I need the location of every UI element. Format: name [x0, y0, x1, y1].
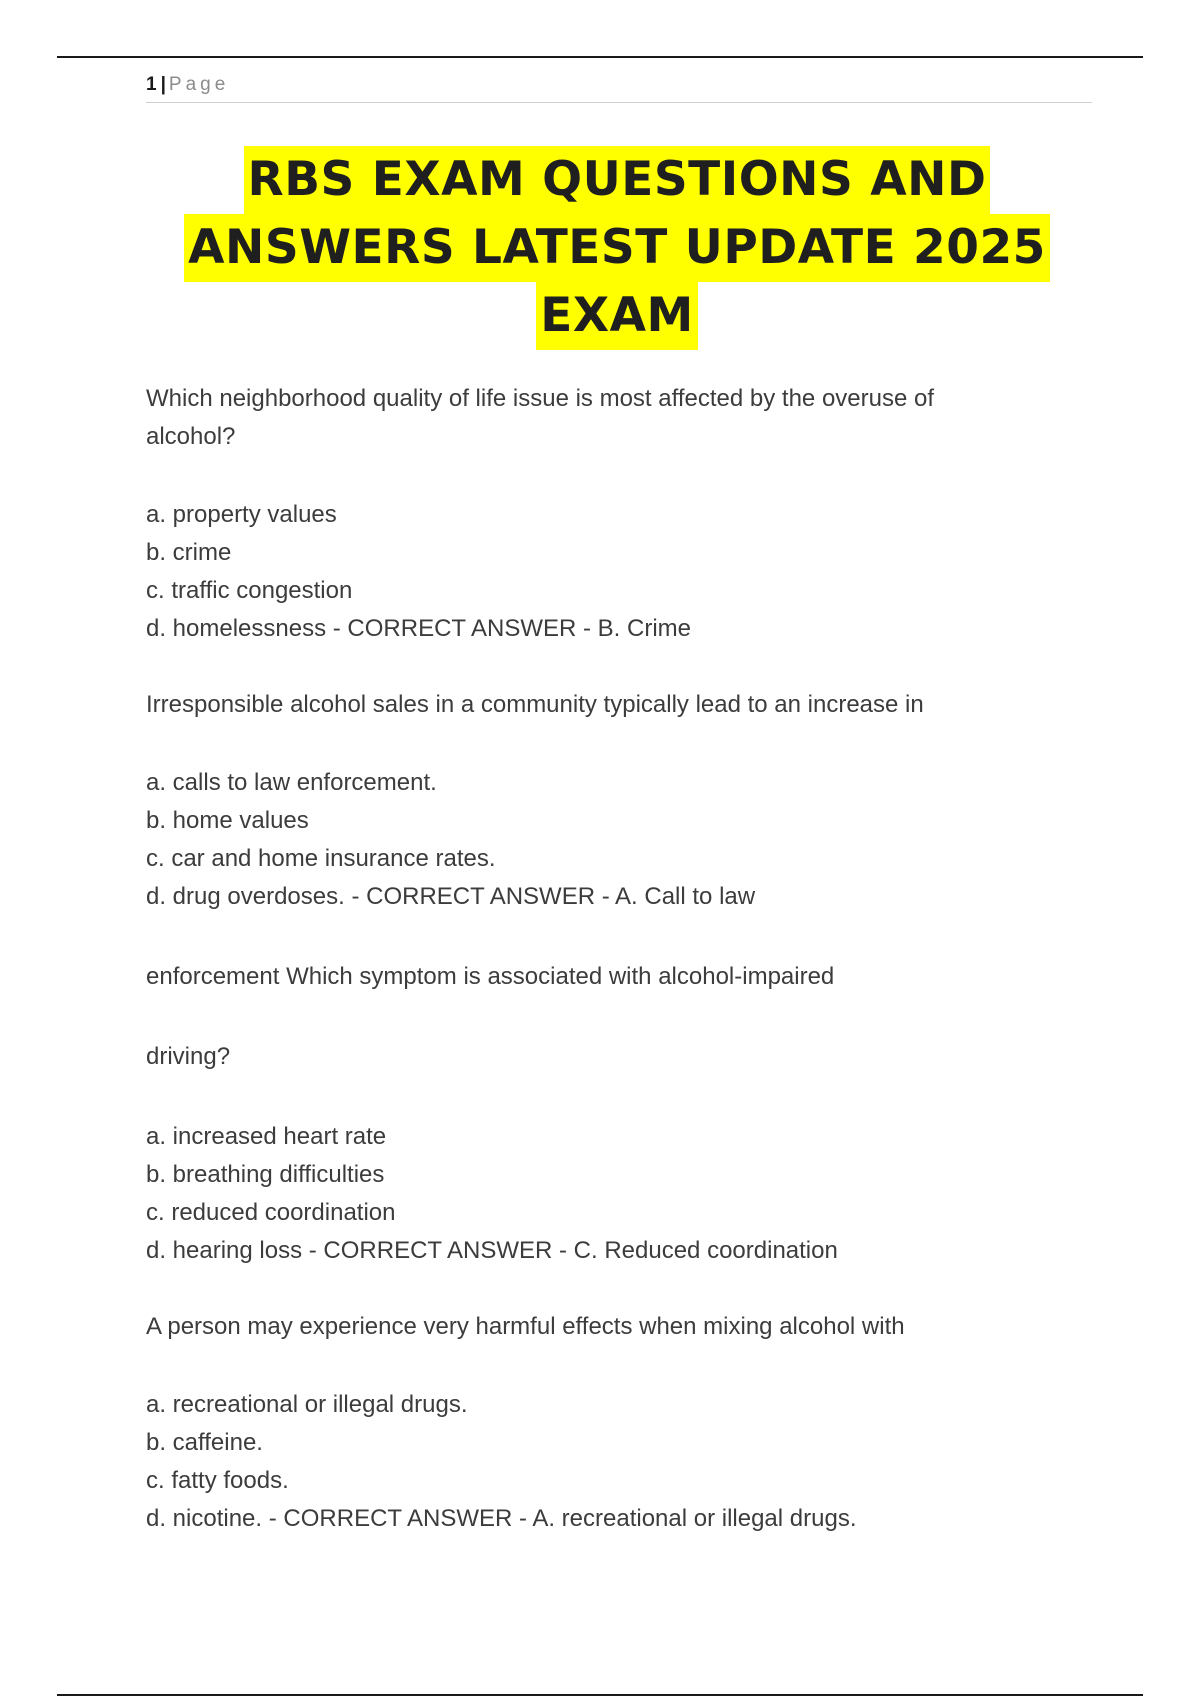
answer-option: b. caffeine. [146, 1429, 263, 1456]
question-3 [146, 958, 1106, 1270]
answer-option: d. homelessness - CORRECT ANSWER - B. Crime [146, 615, 692, 642]
answer-option: d. nicotine. - CORRECT ANSWER - A. recreational or illegal drugs. [146, 1505, 857, 1532]
title-line-1: RBS EXAM QUESTIONS AND [244, 146, 991, 214]
question-1 [146, 380, 1106, 648]
question-stem-line: Irresponsible alcohol sales in a community typically lead to an increase in [146, 691, 924, 718]
answer-option: a. recreational or illegal drugs. [146, 1391, 468, 1418]
answer-option: c. fatty foods. [146, 1467, 289, 1494]
header-separator: | [160, 74, 166, 95]
question-stem-line: A person may experience very harmful effects when mixing alcohol with [146, 1313, 905, 1340]
page-number: 1 [146, 74, 157, 95]
answer-option: d. drug overdoses. - CORRECT ANSWER - A. Call to law [146, 883, 756, 910]
question-4 [146, 1308, 1106, 1538]
title-line-2: ANSWERS LATEST UPDATE 2025 [184, 214, 1050, 282]
question-2 [146, 686, 1106, 916]
top-rule [57, 56, 1143, 58]
bottom-rule [57, 1694, 1143, 1696]
question-stem-line: alcohol? [146, 423, 236, 450]
answer-option: a. calls to law enforcement. [146, 769, 437, 796]
page-header [146, 72, 1092, 103]
title-line-3: EXAM [536, 282, 698, 350]
question-stem-line: Which neighborhood quality of life issue is most affected by the overuse of [146, 385, 935, 412]
answer-option: b. breathing difficulties [146, 1161, 385, 1188]
answer-option: a. increased heart rate [146, 1123, 387, 1150]
answer-option: c. car and home insurance rates. [146, 845, 496, 872]
document-title [0, 146, 1200, 350]
page-label: Page [168, 74, 230, 95]
answer-option: a. property values [146, 501, 337, 528]
answer-option: b. home values [146, 807, 309, 834]
answer-option: c. traffic congestion [146, 577, 353, 604]
question-stem-line: driving? [146, 1043, 231, 1070]
answer-option: b. crime [146, 539, 232, 566]
question-stem-line: enforcement Which symptom is associated with alcohol-impaired [146, 963, 835, 990]
answer-option: d. hearing loss - CORRECT ANSWER - C. Reduced coordination [146, 1237, 838, 1264]
answer-option: c. reduced coordination [146, 1199, 396, 1226]
questions-body [146, 380, 1106, 1538]
